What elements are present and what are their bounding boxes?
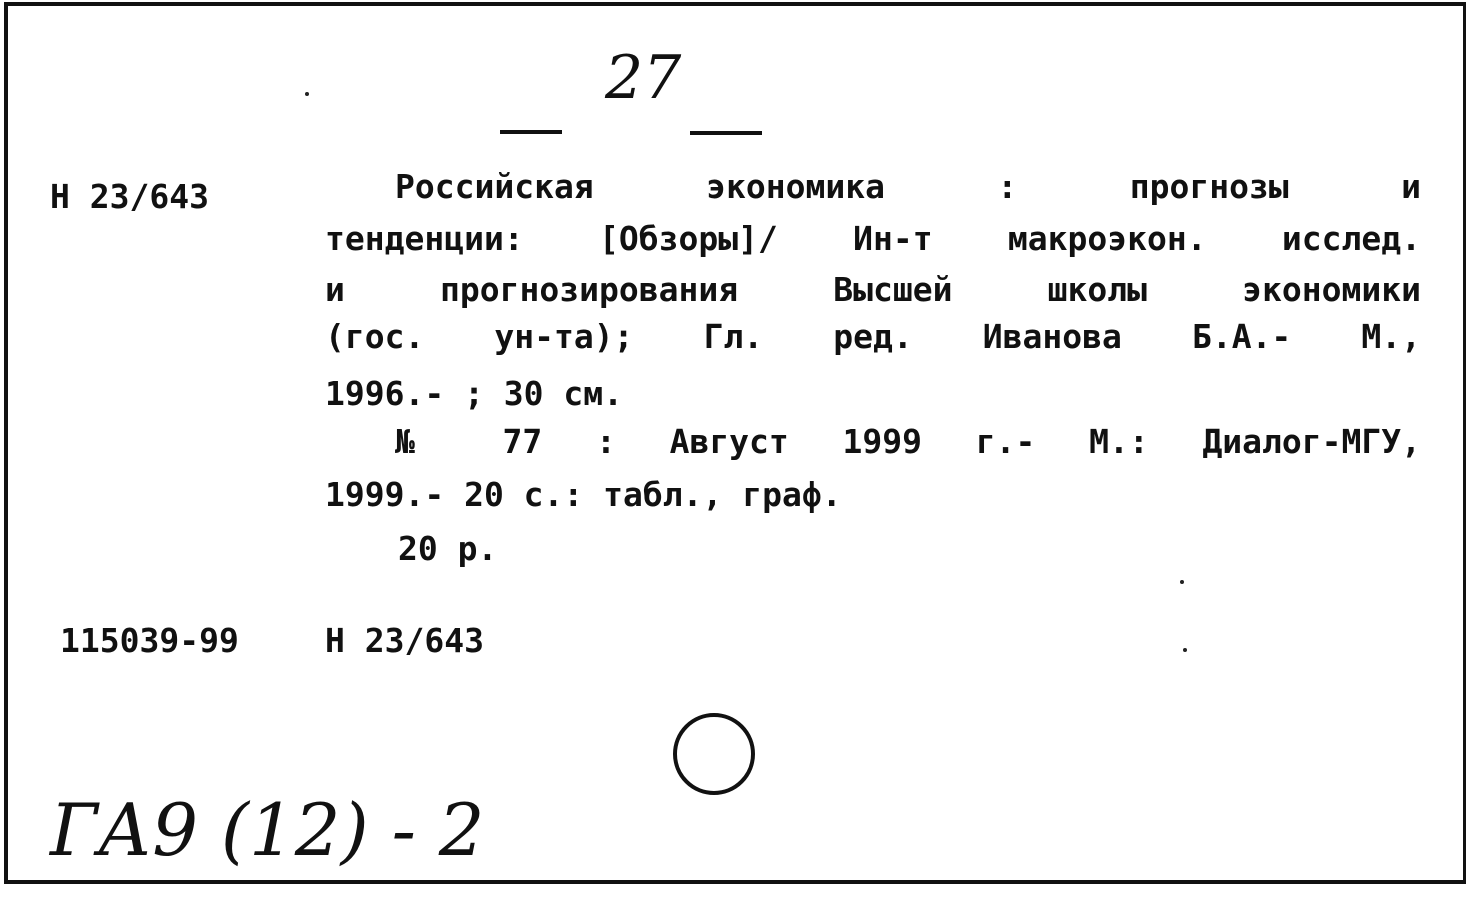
entry-line: 1996.- ; 30 см. xyxy=(325,374,624,413)
ink-speck xyxy=(1183,648,1187,652)
handwritten-code: ГА9 (12) - 2 xyxy=(50,788,485,872)
underline-left xyxy=(500,130,562,134)
entry-line: № 77 : Август 1999 г.- М.: Диалог-МГУ, xyxy=(395,422,1421,461)
entry-line: 1999.- 20 с.: табл., граф. xyxy=(325,475,842,514)
inventory-shelf-mark: Н 23/643 xyxy=(325,621,484,660)
entry-line: тенденции: [Обзоры]/ Ин-т макроэкон. исслед. xyxy=(325,219,1421,258)
punch-hole-circle xyxy=(673,713,755,795)
price-line: 20 р. xyxy=(398,529,498,568)
entry-line: и прогнозирования Высшей школы экономики xyxy=(325,270,1421,309)
ink-speck xyxy=(305,92,309,96)
entry-line: (гос. ун-та); Гл. ред. Иванова Б.А.- М., xyxy=(325,317,1421,356)
handwritten-number: 27 xyxy=(605,43,682,113)
inventory-number: 115039-99 xyxy=(60,621,239,660)
underline-right xyxy=(690,131,762,135)
shelf-mark: Н 23/643 xyxy=(50,177,209,216)
ink-speck xyxy=(1180,580,1184,584)
entry-line: Российская экономика : прогнозы и xyxy=(395,167,1421,206)
